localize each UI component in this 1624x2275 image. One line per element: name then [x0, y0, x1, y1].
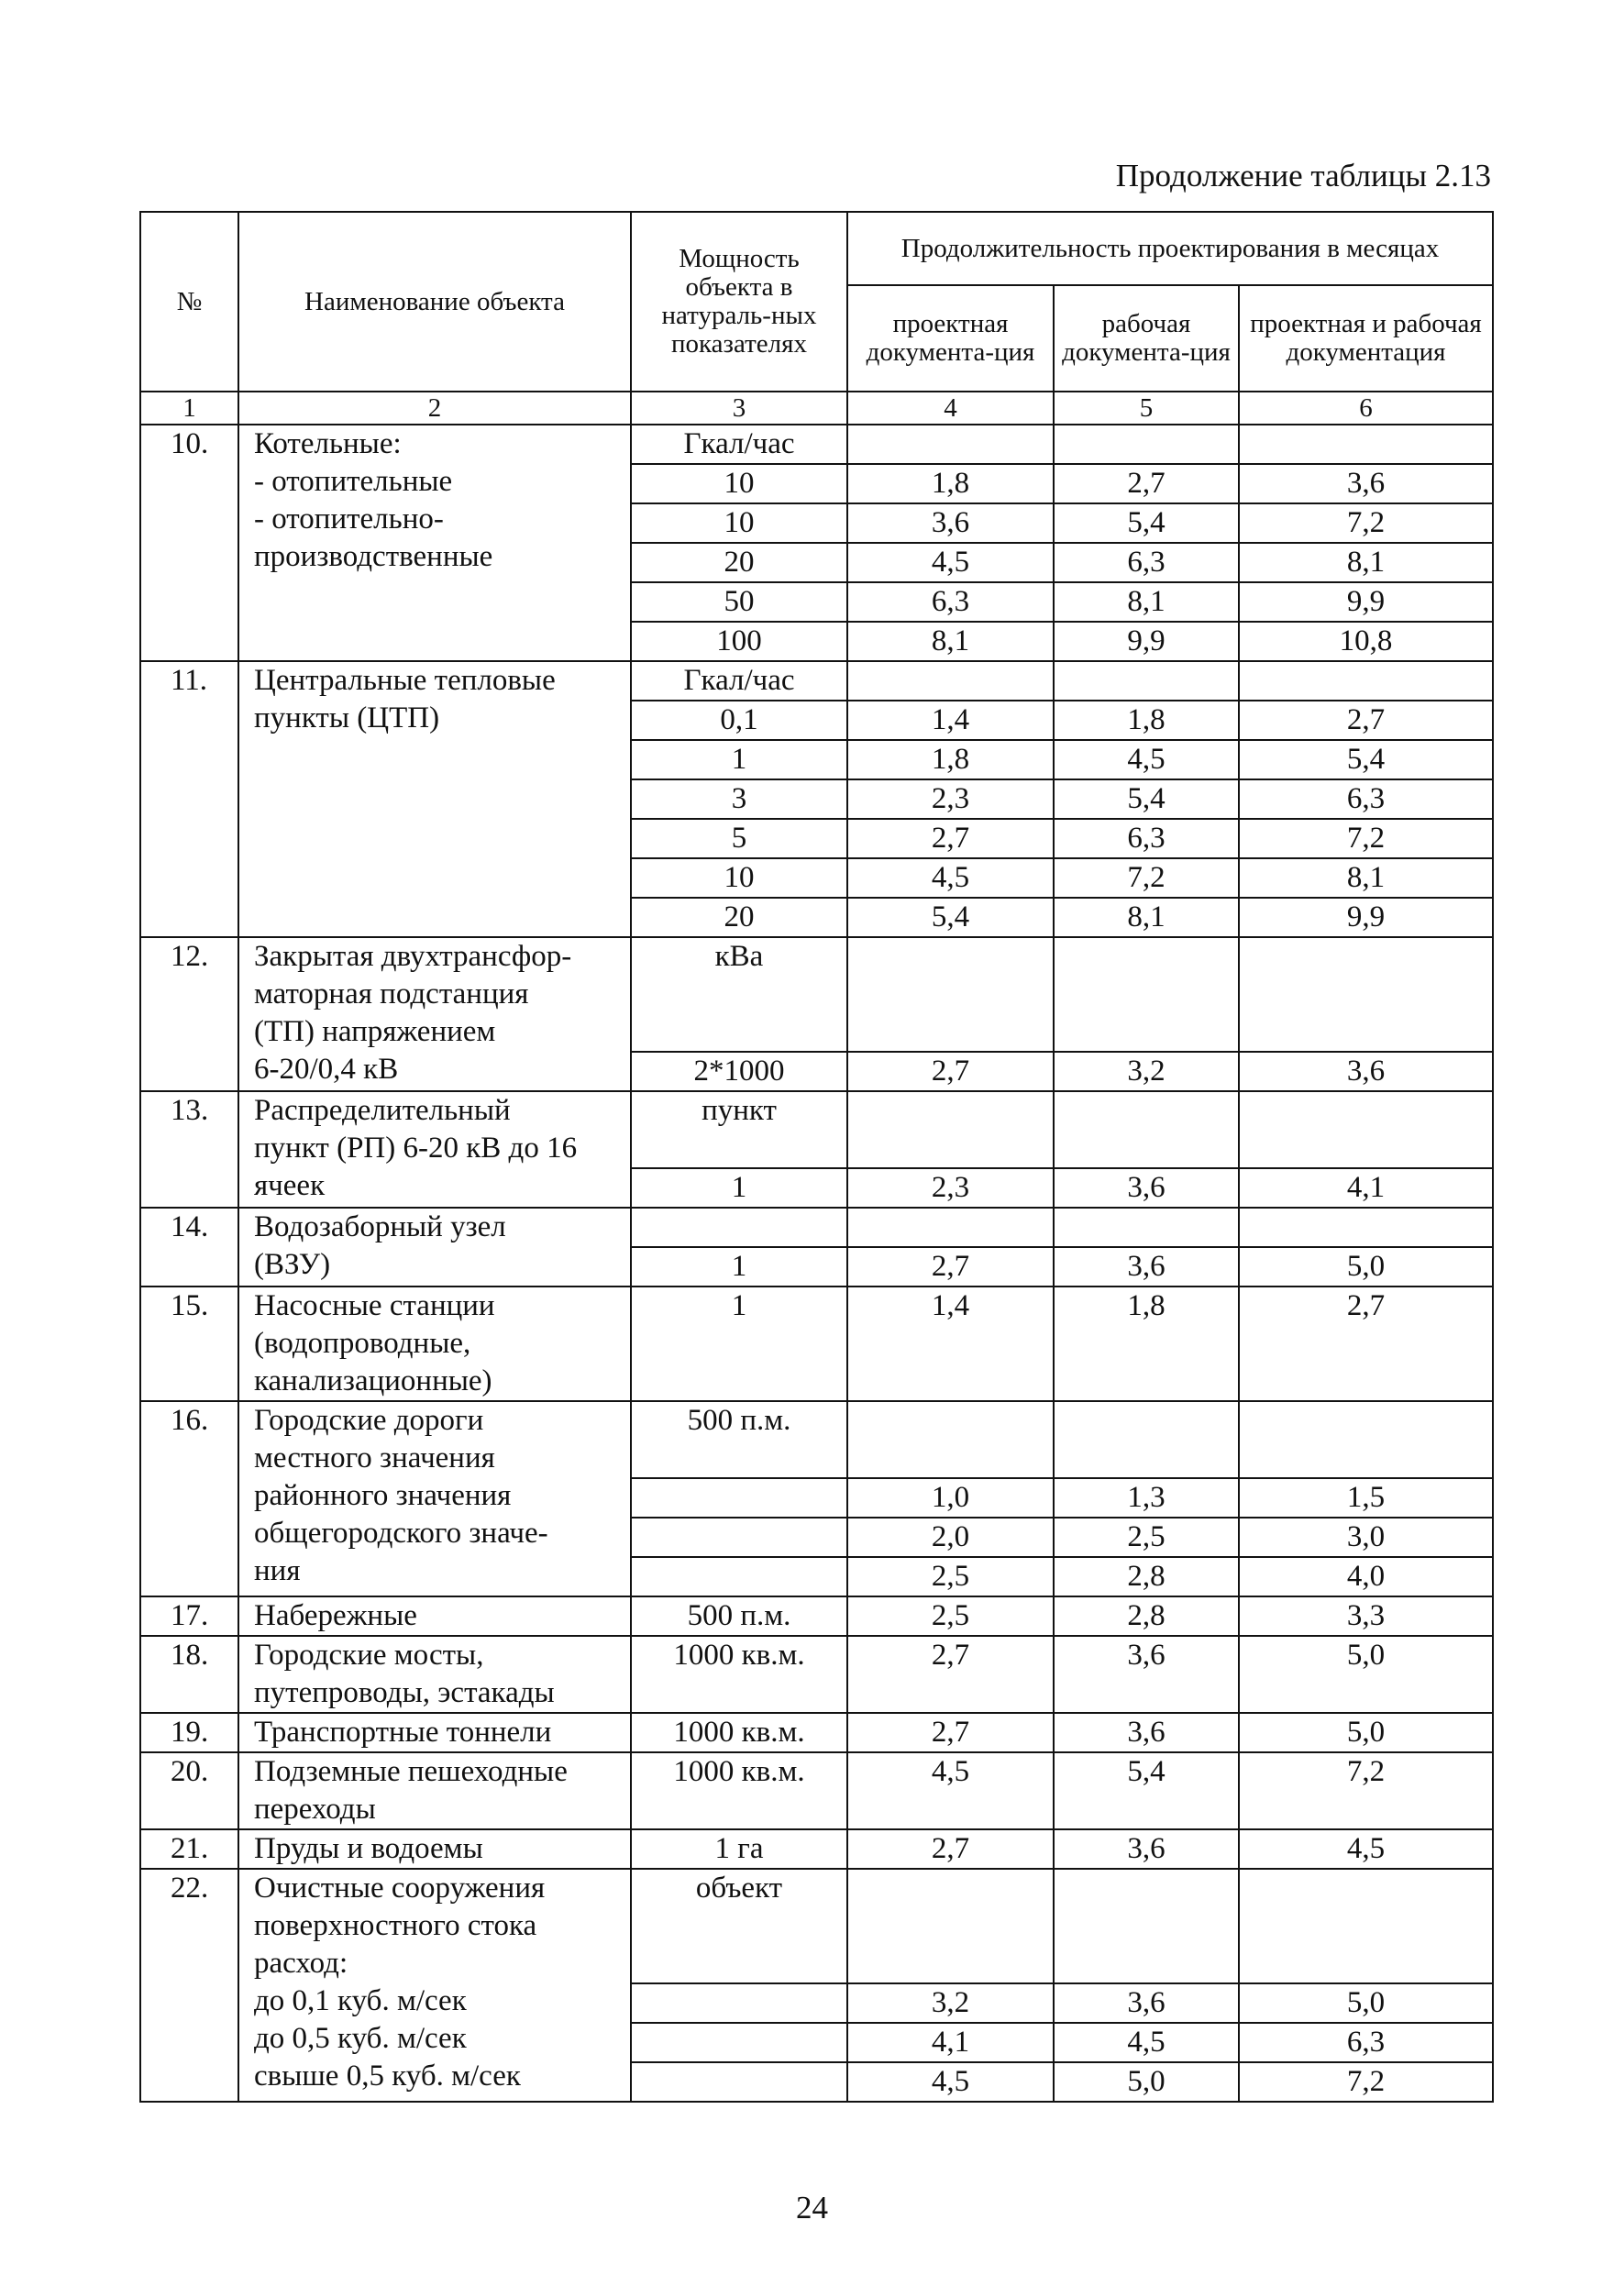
- both-docs-value: 2,7: [1239, 701, 1493, 740]
- both-docs-value: 7,2: [1239, 819, 1493, 858]
- both-docs-value: 3,6: [1239, 464, 1493, 503]
- object-name-line: Водозаборный узел: [254, 1210, 506, 1243]
- working-docs-value: 3,2: [1054, 1052, 1239, 1091]
- both-docs-value: 4,1: [1239, 1168, 1493, 1208]
- capacity-value: 3: [631, 779, 847, 819]
- object-name: [238, 1869, 631, 2102]
- both-docs-value: 7,2: [1239, 1752, 1493, 1829]
- object-name-line: Подземные пешеходные: [254, 1755, 568, 1788]
- both-docs-value: 5,0: [1239, 1247, 1493, 1287]
- capacity-value: 20: [631, 543, 847, 582]
- object-name-line: (ТП) напряжением: [254, 1015, 496, 1048]
- column-number: 4: [847, 392, 1054, 425]
- empty-cell: [847, 1869, 1054, 1983]
- design-docs-value: 2,3: [847, 1168, 1054, 1208]
- capacity-value: 1: [631, 740, 847, 779]
- capacity-value: 5: [631, 819, 847, 858]
- both-docs-value: 5,4: [1239, 740, 1493, 779]
- both-docs-value: 4,0: [1239, 1557, 1493, 1596]
- object-name-line: расход:: [254, 1947, 348, 1980]
- object-name-line: поверхностного стока: [254, 1909, 537, 1942]
- design-docs-value: 4,5: [847, 858, 1054, 898]
- empty-cell: [1054, 661, 1239, 701]
- design-docs-value: 4,5: [847, 543, 1054, 582]
- object-name-line: Пруды и водоемы: [254, 1832, 483, 1865]
- object-name-line: ния: [254, 1554, 301, 1587]
- object-name-line: районного значения: [254, 1479, 512, 1512]
- both-docs-value: 7,2: [1239, 2062, 1493, 2102]
- both-docs-value: 4,5: [1239, 1829, 1493, 1869]
- object-name-line: местного значения: [254, 1441, 495, 1474]
- object-name-line: Распределительный: [254, 1094, 511, 1127]
- capacity-unit: кВа: [631, 937, 847, 1052]
- capacity-value: 2*1000: [631, 1052, 847, 1091]
- empty-cell: [1054, 1091, 1239, 1168]
- working-docs-value: 3,6: [1054, 1829, 1239, 1869]
- row-number: 15.: [140, 1287, 238, 1401]
- object-name-line: маторная подстанция: [254, 977, 529, 1010]
- design-docs-value: 1,4: [847, 1287, 1054, 1401]
- working-docs-value: 2,7: [1054, 464, 1239, 503]
- object-name-line: Набережные: [254, 1599, 417, 1632]
- capacity-unit: объект: [631, 1869, 847, 1983]
- empty-cell: [1054, 1401, 1239, 1478]
- working-docs-value: 5,4: [1054, 1752, 1239, 1829]
- design-docs-value: 4,1: [847, 2023, 1054, 2062]
- object-name-line: переходы: [254, 1793, 376, 1826]
- column-number: 5: [1054, 392, 1239, 425]
- table-row: [140, 1829, 1493, 1869]
- table-row: [140, 1208, 1493, 1247]
- table-row: [140, 1752, 1493, 1829]
- design-docs-value: 4,5: [847, 1752, 1054, 1829]
- working-docs-value: 1,3: [1054, 1478, 1239, 1518]
- empty-cell: [847, 1091, 1054, 1168]
- empty-cell: [1054, 937, 1239, 1052]
- design-docs-value: 2,5: [847, 1557, 1054, 1596]
- design-docs-value: 2,5: [847, 1596, 1054, 1636]
- design-docs-value: 2,7: [847, 819, 1054, 858]
- capacity-value: [631, 2062, 847, 2102]
- object-name-line: Городские дороги: [254, 1404, 484, 1437]
- design-docs-value: 2,7: [847, 1829, 1054, 1869]
- working-docs-value: 7,2: [1054, 858, 1239, 898]
- table-row: [140, 1636, 1493, 1713]
- capacity-value: 1000 кв.м.: [631, 1752, 847, 1829]
- design-docs-value: 4,5: [847, 2062, 1054, 2102]
- design-docs-value: 6,3: [847, 582, 1054, 622]
- object-name-line: Очистные сооружения: [254, 1872, 546, 1905]
- working-docs-value: 2,8: [1054, 1557, 1239, 1596]
- capacity-unit: пункт: [631, 1091, 847, 1168]
- working-docs-value: 6,3: [1054, 819, 1239, 858]
- empty-cell: [1239, 1091, 1493, 1168]
- capacity-value: 10: [631, 503, 847, 543]
- row-number: 13.: [140, 1091, 238, 1208]
- row-number: 12.: [140, 937, 238, 1091]
- capacity-value: 1 га: [631, 1829, 847, 1869]
- table-body: [140, 425, 1493, 2102]
- column-number: 6: [1239, 392, 1493, 425]
- object-name-line: Городские мосты,: [254, 1639, 484, 1672]
- row-number: 17.: [140, 1596, 238, 1636]
- design-docs-value: 2,7: [847, 1052, 1054, 1091]
- object-name-line: производственные: [254, 540, 493, 573]
- object-name: [238, 1596, 631, 1636]
- table-caption: Продолжение таблицы 2.13: [1115, 158, 1491, 193]
- object-name: [238, 1208, 631, 1287]
- working-docs-value: 1,8: [1054, 701, 1239, 740]
- working-docs-value: 3,6: [1054, 1247, 1239, 1287]
- design-docs-value: 5,4: [847, 898, 1054, 937]
- empty-cell: [1239, 937, 1493, 1052]
- capacity-value: 10: [631, 858, 847, 898]
- table-row: [140, 1869, 1493, 1983]
- capacity-value: 1000 кв.м.: [631, 1636, 847, 1713]
- capacity-value: [631, 1478, 847, 1518]
- object-name-line: - отопительно-: [254, 502, 444, 536]
- working-docs-value: 4,5: [1054, 2023, 1239, 2062]
- object-name-line: - отопительные: [254, 465, 453, 498]
- capacity-value: [631, 2023, 847, 2062]
- empty-cell: [1054, 1869, 1239, 1983]
- design-duration-table: [139, 211, 1494, 2103]
- empty-cell: [847, 425, 1054, 464]
- working-docs-value: 1,8: [1054, 1287, 1239, 1401]
- both-docs-value: 8,1: [1239, 543, 1493, 582]
- empty-cell: [1054, 1208, 1239, 1247]
- design-docs-value: 2,7: [847, 1636, 1054, 1713]
- empty-cell: [1239, 1869, 1493, 1983]
- object-name: [238, 1713, 631, 1752]
- empty-cell: [1239, 1401, 1493, 1478]
- design-docs-value: 3,2: [847, 1983, 1054, 2023]
- row-number: 18.: [140, 1636, 238, 1713]
- capacity-value: 1: [631, 1247, 847, 1287]
- header-design-docs: проектная документа-ция: [847, 285, 1054, 392]
- header-no: №: [140, 212, 238, 392]
- working-docs-value: 8,1: [1054, 582, 1239, 622]
- table-row: [140, 937, 1493, 1052]
- column-number: 2: [238, 392, 631, 425]
- object-name-line: до 0,5 куб. м/сек: [254, 2022, 467, 2055]
- empty-cell: [1054, 425, 1239, 464]
- design-docs-value: 1,4: [847, 701, 1054, 740]
- table-row: [140, 425, 1493, 464]
- column-number: 3: [631, 392, 847, 425]
- header-both-docs: проектная и рабочая документация: [1239, 285, 1493, 392]
- design-docs-value: 2,7: [847, 1713, 1054, 1752]
- working-docs-value: 5,0: [1054, 2062, 1239, 2102]
- both-docs-value: 9,9: [1239, 582, 1493, 622]
- both-docs-value: 9,9: [1239, 898, 1493, 937]
- working-docs-value: 8,1: [1054, 898, 1239, 937]
- capacity-value: 1000 кв.м.: [631, 1713, 847, 1752]
- both-docs-value: 3,0: [1239, 1518, 1493, 1557]
- capacity-value: 1: [631, 1168, 847, 1208]
- table-row: [140, 1401, 1493, 1478]
- object-name-line: канализационные): [254, 1364, 492, 1397]
- object-name: [238, 425, 631, 661]
- table-row: [140, 1713, 1493, 1752]
- object-name-line: общегородского значе-: [254, 1517, 548, 1550]
- object-name-line: Насосные станции: [254, 1289, 495, 1322]
- table-row: [140, 661, 1493, 701]
- capacity-unit: Гкал/час: [631, 661, 847, 701]
- object-name-line: Закрытая двухтрансфор-: [254, 940, 572, 973]
- working-docs-value: 6,3: [1054, 543, 1239, 582]
- working-docs-value: 3,6: [1054, 1168, 1239, 1208]
- object-name-line: путепроводы, эстакады: [254, 1676, 555, 1709]
- object-name-line: (водопроводные,: [254, 1327, 471, 1360]
- object-name: [238, 1091, 631, 1208]
- row-number: 11.: [140, 661, 238, 937]
- row-number: 21.: [140, 1829, 238, 1869]
- working-docs-value: 3,6: [1054, 1636, 1239, 1713]
- both-docs-value: 8,1: [1239, 858, 1493, 898]
- both-docs-value: 5,0: [1239, 1713, 1493, 1752]
- capacity-unit: Гкал/час: [631, 425, 847, 464]
- capacity-value: [631, 1518, 847, 1557]
- both-docs-value: 3,3: [1239, 1596, 1493, 1636]
- row-number: 16.: [140, 1401, 238, 1596]
- both-docs-value: 5,0: [1239, 1636, 1493, 1713]
- header-duration: Продолжительность проектирования в месяцах: [847, 212, 1493, 285]
- empty-cell: [847, 1208, 1054, 1247]
- empty-cell: [1239, 425, 1493, 464]
- object-name: [238, 1752, 631, 1829]
- capacity-unit: 500 п.м.: [631, 1401, 847, 1478]
- empty-cell: [847, 661, 1054, 701]
- object-name: [238, 1401, 631, 1596]
- capacity-value: 20: [631, 898, 847, 937]
- design-docs-value: 8,1: [847, 622, 1054, 661]
- object-name: [238, 1636, 631, 1713]
- empty-cell: [847, 937, 1054, 1052]
- column-number-row: [140, 392, 1493, 425]
- working-docs-value: 9,9: [1054, 622, 1239, 661]
- empty-cell: [1239, 1208, 1493, 1247]
- row-number: 10.: [140, 425, 238, 661]
- object-name-line: Транспортные тоннели: [254, 1716, 552, 1749]
- capacity-value: 10: [631, 464, 847, 503]
- empty-cell: [847, 1401, 1054, 1478]
- capacity-value: 50: [631, 582, 847, 622]
- working-docs-value: 3,6: [1054, 1713, 1239, 1752]
- object-name-line: ячеек: [254, 1169, 326, 1202]
- capacity-value: 1: [631, 1287, 847, 1401]
- design-docs-value: 2,0: [847, 1518, 1054, 1557]
- working-docs-value: 2,5: [1054, 1518, 1239, 1557]
- object-name-line: свыше 0,5 куб. м/сек: [254, 2060, 521, 2093]
- capacity-value: 100: [631, 622, 847, 661]
- capacity-unit: [631, 1208, 847, 1247]
- object-name: [238, 937, 631, 1091]
- design-docs-value: 2,7: [847, 1247, 1054, 1287]
- capacity-value: 0,1: [631, 701, 847, 740]
- object-name: [238, 1287, 631, 1401]
- row-number: 22.: [140, 1869, 238, 2102]
- design-docs-value: 1,0: [847, 1478, 1054, 1518]
- row-number: 19.: [140, 1713, 238, 1752]
- both-docs-value: 3,6: [1239, 1052, 1493, 1091]
- empty-cell: [1239, 661, 1493, 701]
- column-number: 1: [140, 392, 238, 425]
- capacity-value: 500 п.м.: [631, 1596, 847, 1636]
- design-docs-value: 1,8: [847, 740, 1054, 779]
- object-name: [238, 1829, 631, 1869]
- header-name: Наименование объекта: [238, 212, 631, 392]
- object-name-line: Центральные тепловые: [254, 664, 556, 697]
- table-row: [140, 1091, 1493, 1168]
- both-docs-value: 7,2: [1239, 503, 1493, 543]
- object-name-line: пункты (ЦТП): [254, 701, 440, 734]
- capacity-value: [631, 1983, 847, 2023]
- design-docs-value: 1,8: [847, 464, 1054, 503]
- object-name-line: 6-20/0,4 кВ: [254, 1053, 399, 1086]
- working-docs-value: 2,8: [1054, 1596, 1239, 1636]
- row-number: 14.: [140, 1208, 238, 1287]
- table-row: [140, 1596, 1493, 1636]
- capacity-value: [631, 1557, 847, 1596]
- both-docs-value: 6,3: [1239, 2023, 1493, 2062]
- object-name-line: до 0,1 куб. м/сек: [254, 1984, 467, 2017]
- working-docs-value: 5,4: [1054, 503, 1239, 543]
- object-name: [238, 661, 631, 937]
- object-name-line: пункт (РП) 6-20 кВ до 16: [254, 1132, 578, 1165]
- table-row: [140, 1287, 1493, 1401]
- design-docs-value: 2,3: [847, 779, 1054, 819]
- header-working-docs: рабочая документа-ция: [1054, 285, 1239, 392]
- design-docs-value: 3,6: [847, 503, 1054, 543]
- both-docs-value: 6,3: [1239, 779, 1493, 819]
- object-name-line: (ВЗУ): [254, 1248, 331, 1281]
- header-row-1: [140, 212, 1493, 285]
- header-capacity: Мощность объекта в натураль-ных показателях: [631, 212, 847, 392]
- both-docs-value: 1,5: [1239, 1478, 1493, 1518]
- working-docs-value: 5,4: [1054, 779, 1239, 819]
- working-docs-value: 3,6: [1054, 1983, 1239, 2023]
- page-number: 24: [796, 2190, 828, 2225]
- row-number: 20.: [140, 1752, 238, 1829]
- object-name-line: Котельные:: [254, 427, 402, 460]
- working-docs-value: 4,5: [1054, 740, 1239, 779]
- both-docs-value: 5,0: [1239, 1983, 1493, 2023]
- both-docs-value: 10,8: [1239, 622, 1493, 661]
- both-docs-value: 2,7: [1239, 1287, 1493, 1401]
